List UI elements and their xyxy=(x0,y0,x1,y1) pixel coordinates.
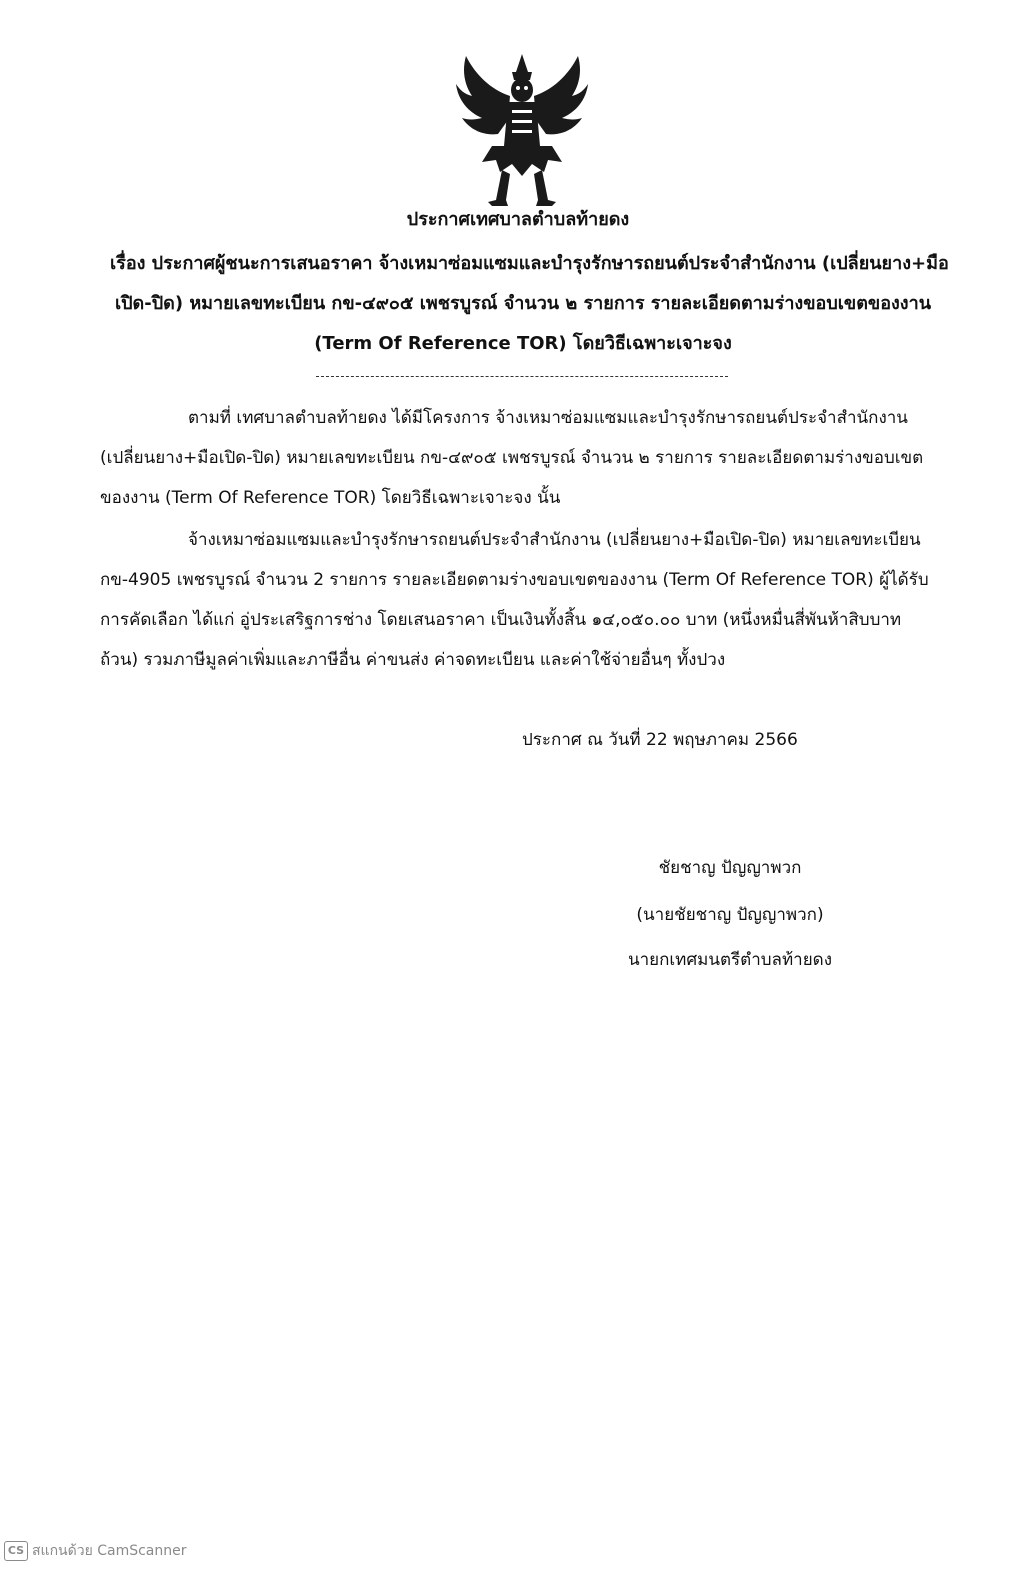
signature-name: ชัยชาญ ปัญญาพวก xyxy=(658,858,802,878)
subject-line: เปิด-ปิด) หมายเลขทะเบียน กข-๔๙๐๕ เพชรบูรณ์ จำนวน ๒ รายการ รายละเอียดตามร่างขอบเขตของงาน xyxy=(114,293,932,314)
paragraph-line: ของงาน (Term Of Reference TOR) โดยวิธีเฉพาะเจาะจง นั้น xyxy=(100,488,561,508)
divider-line xyxy=(316,376,728,377)
paragraph-1 xyxy=(100,398,936,518)
paragraph-line: ตามที่ เทศบาลตำบลท้ายดง ได้มีโครงการ จ้างเหมาซ่อมแซมและบำรุงรักษารถยนต์ประจำสำนักงาน xyxy=(188,408,908,428)
subject-line: เรื่อง ประกาศผู้ชนะการเสนอราคา จ้างเหมาซ่อมแซมและบำรุงรักษารถยนต์ประจำสำนักงาน (เปลี่ยนยาง+มือ xyxy=(110,253,949,274)
subject-line: (Term Of Reference TOR) โดยวิธีเฉพาะเจาะจง xyxy=(314,333,732,354)
announcement-heading: ประกาศเทศบาลตำบลท้ายดง xyxy=(406,209,630,230)
announcement-date: ประกาศ ณ วันที่ 22 พฤษภาคม 2566 xyxy=(522,730,798,750)
signer-full-name: (นายชัยชาญ ปัญญาพวก) xyxy=(636,905,824,925)
paragraph-line: กข-4905 เพชรบูรณ์ จำนวน 2 รายการ รายละเอียดตามร่างขอบเขตของงาน (Term Of Reference TOR) ผู้ได้รับ xyxy=(100,570,929,590)
camscanner-logo-icon: CS xyxy=(4,1541,28,1561)
scanner-watermark-text: สแกนด้วย CamScanner xyxy=(32,1543,187,1559)
scanner-watermark xyxy=(4,1540,187,1562)
paragraph-line: ถ้วน) รวมภาษีมูลค่าเพิ่มและภาษีอื่น ค่าขนส่ง ค่าจดทะเบียน และค่าใช้จ่ายอื่นๆ ทั้งปวง xyxy=(100,650,726,670)
garuda-emblem-icon xyxy=(452,50,592,210)
paragraph-line: จ้างเหมาซ่อมแซมและบำรุงรักษารถยนต์ประจำสำนักงาน (เปลี่ยนยาง+มือเปิด-ปิด) หมายเลขทะเบียน xyxy=(188,530,921,550)
paragraph-line: (เปลี่ยนยาง+มือเปิด-ปิด) หมายเลขทะเบียน กข-๔๙๐๕ เพชรบูรณ์ จำนวน ๒ รายการ รายละเอียดตามร่างขอบเขต xyxy=(100,448,924,468)
signer-position: นายกเทศมนตรีตำบลท้ายดง xyxy=(627,950,833,970)
paragraph-2 xyxy=(100,520,936,680)
subject-block xyxy=(110,244,949,364)
paragraph-line: การคัดเลือก ได้แก่ อู่ประเสริฐการช่าง โดยเสนอราคา เป็นเงินทั้งสิ้น ๑๔,๐๕๐.๐๐ บาท (หนึ่งหมื่นสี่พันห้าสิบบาท xyxy=(100,610,902,630)
